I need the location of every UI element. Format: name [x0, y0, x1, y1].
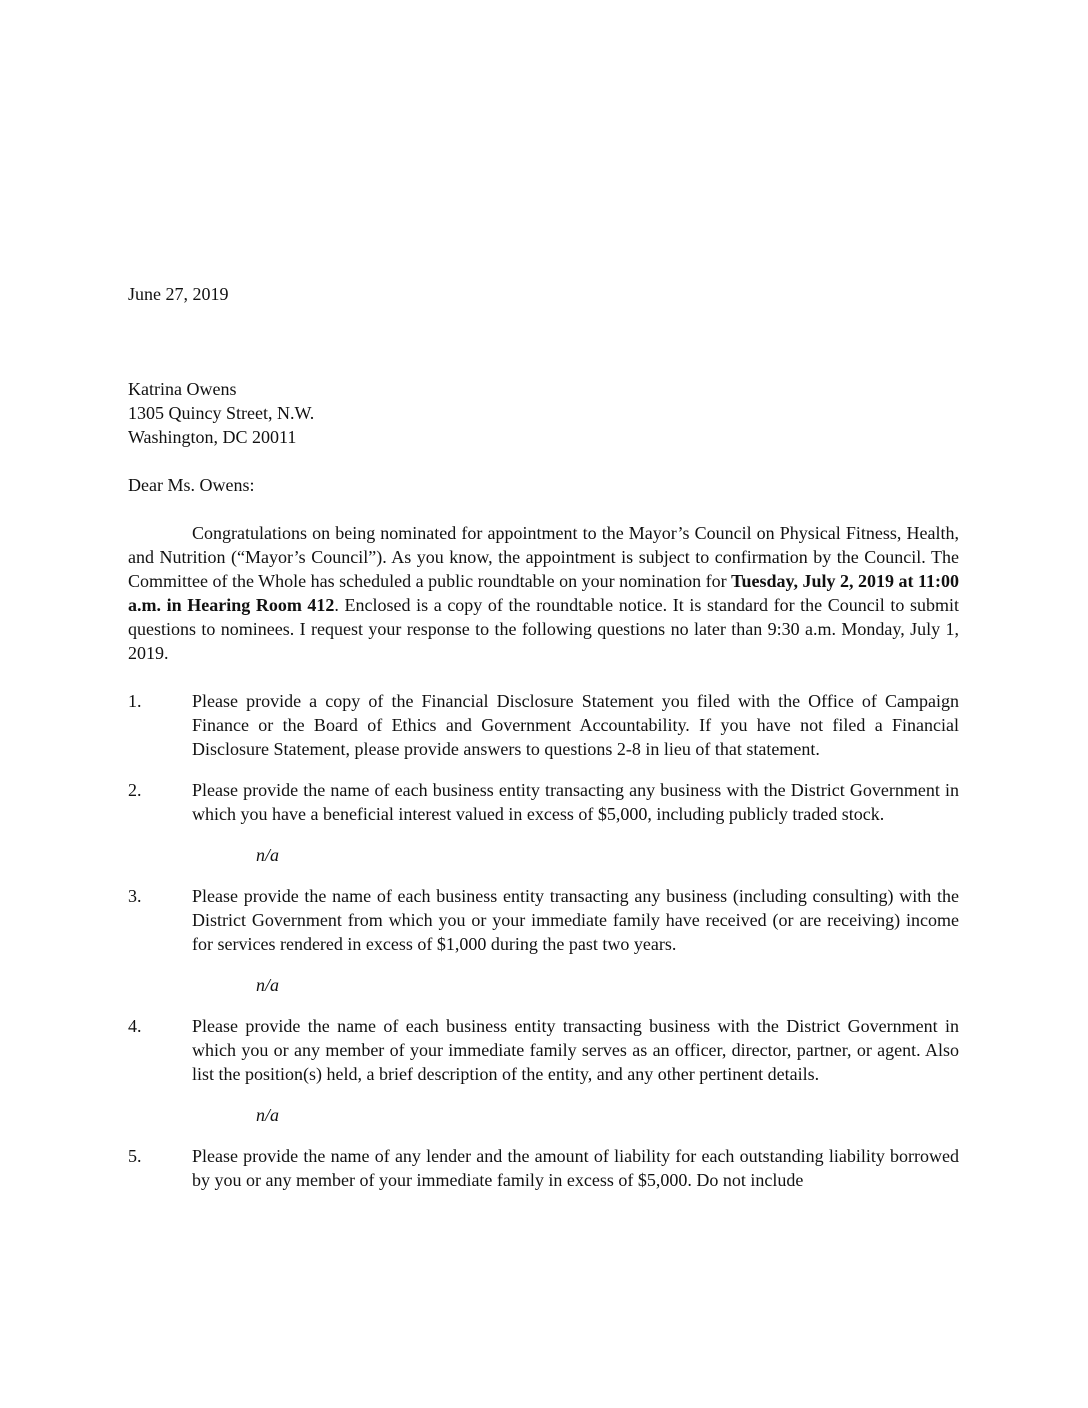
question-number: 2. [128, 780, 142, 800]
salutation: Dear Ms. Owens: [128, 475, 255, 495]
intro-hearing-date: Tuesday, July 2, 2019 at 11:00 a.m. in Hearing Room 412 [128, 571, 959, 615]
question-text: Please provide the name of any lender and the amount of liability for each outstanding liability borrowed by you or any member of your immediate family in excess of $5,000. Do not include [192, 1146, 959, 1190]
recipient-street: 1305 Quincy Street, N.W. [128, 403, 315, 423]
recipient-address [128, 377, 314, 449]
letter-date: June 27, 2019 [128, 284, 229, 304]
question-number: 1. [128, 691, 142, 711]
question-text: Please provide the name of each business entity transacting business with the District Government in which you or any member of your immediate family serves as an officer, director, partner, or agent. Also list the position(s) held, a brief description of the entity, and any other pertinent details. [192, 1016, 959, 1084]
question-text: Please provide the name of each business entity transacting any business (including consulting) with the District Government from which you or your immediate family have received (or are receiving) income for services rendered in excess of $1,000 during the past two years. [192, 886, 959, 954]
question-text: Please provide the name of each business entity transacting any business with the District Government in which you have a beneficial interest valued in excess of $5,000, including publicly traded stock. [192, 780, 959, 824]
question-number: 3. [128, 886, 142, 906]
question-answer: n/a [256, 845, 280, 865]
question-number: 5. [128, 1146, 142, 1166]
question-item [128, 1144, 959, 1192]
question-number: 4. [128, 1016, 142, 1036]
question-answer: n/a [256, 975, 280, 995]
question-text: Please provide a copy of the Financial Disclosure Statement you filed with the Office of Campaign Finance or the Board of Ethics and Government Accountability. If you have not filed a Financial Disclosure Statement, please provide answers to questions 2-8 in lieu of that statement. [192, 691, 959, 759]
recipient-name: Katrina Owens [128, 379, 237, 399]
question-item [128, 884, 959, 997]
question-item [128, 689, 959, 761]
intro-text-1: Congratulations on being nominated for appointment to the Mayor’s Council on Physical Fitness, Health, and Nutrition (“Mayor’s Council”). As you know, the appointment is subject to confirmation by the Council. The Committee of the Whole has scheduled a public roundtable on your nomination for [128, 523, 959, 591]
question-list [128, 689, 959, 1209]
intro-paragraph [128, 521, 959, 665]
question-item [128, 778, 959, 867]
question-item [128, 1014, 959, 1127]
recipient-city: Washington, DC 20011 [128, 427, 297, 447]
intro-text-2: . Enclosed is a copy of the roundtable notice. It is standard for the Council to submit questions to nominees. I request your response to the following questions no later than 9:30 a.m. Monday, July 1, 2019. [128, 595, 959, 663]
question-answer: n/a [256, 1105, 280, 1125]
